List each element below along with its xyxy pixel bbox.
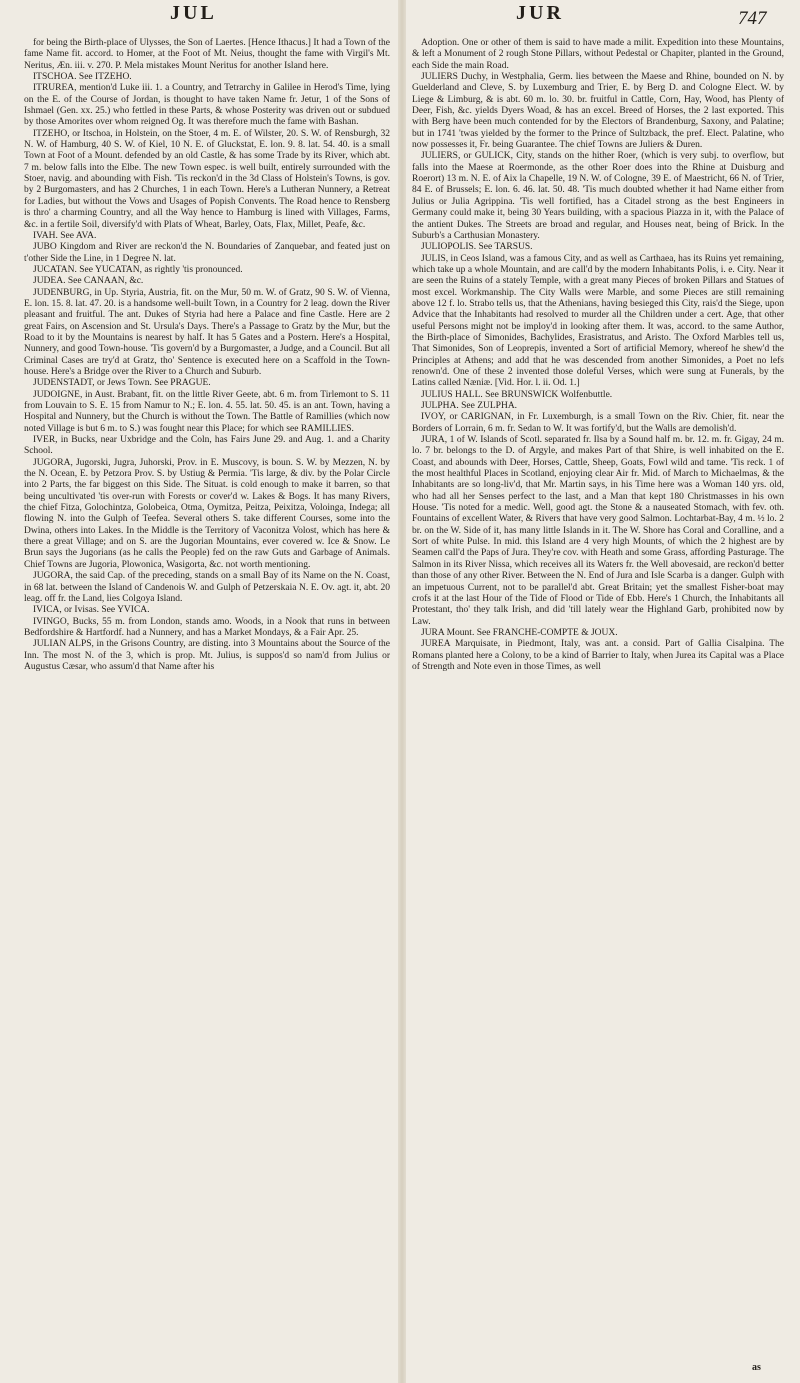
entry: JULIUS HALL. See BRUNSWICK Wolfenbuttle. bbox=[421, 389, 613, 400]
entry: JULIERS, or GULICK, City, stands on the hither Roer, (which is very subj. to overflow, but falls into the Maese at Roermonde, as the other Roer does into the Rhine at Duisburg and Roerort) 13 m. N. E. of Aix la Chapelle, 19 N. W. of Cologne, 39 E. of Maestricht, 66 N. of Trier, 84 E. of Brussels; E. lon. 6. 46. lat. 50. 48. 'Tis much doubted whether it had Name either from Julius or Julia Agrippina. 'Tis well fortified, has a Citadel strong as the best Engineers in Germany could make it, being 30 Years building, with a spacious Piazza in it, with the Palace of the antient Dukes. The Streets are broad and regular, and Houses neat, being of Brick. In the Suburb's a Carthusian Monastery. bbox=[412, 151, 784, 241]
entry: ITRUREA, mention'd Luke iii. 1. a Country, and Tetrarchy in Galilee in Herod's Time, lying on the E. of the Course of Jordan, is thought to have taken Name fr. Jetur, 1 of the Sons of Ishmael (Gen. xx. 25.) who fettled in these Parts, & whose Posterity was driven out or subdued by those Amorites over whom reigned Og. It was therefore much the fame with Bashan. bbox=[24, 83, 390, 128]
page-number: 747 bbox=[738, 8, 767, 29]
catchword: as bbox=[752, 1362, 761, 1373]
entry: JUDENBURG, in Up. Styria, Austria, fit. on the Mur, 50 m. W. of Gratz, 90 S. W. of Vienna, E. lon. 15. 8. lat. 47. 20. is a handsome well-built Town, in a Country for 2 leag. down the River pleasant and fruitful. The ant. Dukes of Styria had here a Palace and fine Castle. Here are 2 great Fairs, on Ascension and St. Ursula's Days. There's a Passage to Gratz by the Mur, but the Road to it by the Mountains is nearest by half. It has 5 Gates and a Postern. Here's a Hospital, Nunnery, and good Town-house. 'Tis govern'd by a Burgomaster, a Judge, and a Council. But all Criminal Cases are try'd at Gratz, tho' Sentence is executed here on a Scaffold in the Town-house. Here's a Bridge over the River to a Church and Suburb. bbox=[24, 287, 390, 377]
entry: JUGORA, Jugorski, Jugra, Juhorski, Prov. in E. Muscovy, is boun. S. W. by Mezzen, N. by the N. Ocean, E. by Petzora Prov. S. by Ustiug & Permia. 'Tis large, & div. by the Polar Circle into 2 Parts, the far biggest on this Side. The Situat. is cold enough to make it barren, so that being uncultivated 'tis over-run with Forests or cover'd w. Lakes & Bogs. It has many Rivers, the chief Fitza, Golochintza, Golobeica, Otma, Oymitza, Peitza, Peixitza, Voloinga, Indega; all flowing N. into the Gulph of Teefea. Several others S. take different Courses, some into the Dwina, others into Lakes. In the Middle is the Territory of Vaconitza Volost, which has here & there a great Village; and on S. are the Jugorian Mountains, ever covered w. Ice & Snow. Le Brun says the Jugorians (as he calls the People) fed on the raw Guts and Garbage of Animals. Chief Towns are Jugoria, Plowonica, Wasigorta, &c. not worth mentioning. bbox=[24, 457, 390, 570]
entry: Adoption. One or other of them is said to have made a milit. Expedition into these Mountains, & left a Monument of 2 rough Stone Pillars, without Pedestal or Chapiter, planted in the Ground, each Side the main Road. bbox=[412, 38, 784, 71]
entry: JURA Mount. See FRANCHE-COMPTE & JOUX. bbox=[421, 627, 618, 638]
entry: JULIOPOLIS. See TARSUS. bbox=[421, 242, 533, 253]
entry: JULIAN ALPS, in the Grisons Country, are disting. into 3 Mountains about the Source of the Inn. The most N. of the 3, which is prop. Mt. Julius, is suppos'd so nam'd from Julius or Augustus Cæsar, who assum'd that Name after his bbox=[24, 639, 390, 672]
entry: JUDOIGNE, in Aust. Brabant, fit. on the little River Geete, abt. 6 m. from Tirlemont to S. 11 from Louvain to S. E. 15 from Namur to N.; E. lon. 4. 55. lat. 50. 45. is an ant. Town, having a Hospital and Nunnery, but the Church is without the Town. The Battle of Ramillies (which now noted Village is but 6 m. to S.) was fought near this Place; for which see RAMILLIES. bbox=[24, 389, 390, 434]
entry: IVINGO, Bucks, 55 m. from London, stands amo. Woods, in a Nook that runs in between Bedfordshire & Hartfordf. had a Nunnery, and has a Market Mondays, & a Fair Apr. 25. bbox=[24, 616, 390, 638]
entry: JURA, 1 of W. Islands of Scotl. separated fr. Ilsa by a Sound half m. br. 12. m. fr. Gigay, 24 m. lo. 7 br. belongs to the D. of Argyle, and makes Part of that Shire, is well inhabited on the E. Coast, and abounds with Deer, Horses, Cattle, Sheep, Goats, Fowl wild and tame. 'Tis reck. 1 of the most healthful Places in Scotland, enjoying clear Air fr. Mid. of March to Michaelmas, & the Inhabitants are so long-liv'd, that Mr. Martin says, in his Time here was a Woman 140 yrs. old, who had all her Senses perfect to the last, and a Man that kept 180 Christmasses in his own House. 'Tis noted for a medic. Well, good agt. the Stone & a nauseated Stomach, with fev. oth. Fountains of excellent Water, & Rivers that have very good Salmon. Lochtarbat-Bay, 4 m. ½ lo. 2 br. on the W. Side of it, has many little Islands in it. The W. Shore has Coral and Coralline, and a Sort of white Pulse. In mid. this Island are 4 very high Mounts, of which the 2 highest are by Seamen call'd the Paps of Jura. They're cov. with Heath and some Grass, affording Pasturage. The Salmon in its River Nissa, which receives all its Waters fr. the Well abovesaid, are reckon'd better than those of any other River. Between the N. End of Jura and Isle Scarba is a danger. Gulph with an impetuous Current, not to be parallel'd abt. Great Britain; yet the smallest Fisher-boat may crofs it at the last Hour of the Tide of Flood or Tide of Ebb. Here's 1 Church, the Inhabitants all Protestant, tho' they talk Irish, and did 'till lately wear the Highland Garb, prohibited now by Law. bbox=[412, 435, 784, 627]
entry: JULIS, in Ceos Island, was a famous City, and as well as Carthaea, has its Ruins yet remaining, which take up a whole Mountain, and are call'd by the modern Inhabitants Polis, i. e. City. Near it are seen the Ruins of a stately Temple, with a great many Pieces of broken Pillars and Statues of most excel. Workmanship. The City Walls were Marble, and some Pieces are still remaining above 12 f. lo. Strabo tells us, that the Athenians, having besieged this City, rais'd the Siege, upon Advice that the Inhabitants had resolved to murder all the Children under a cert. Age, that other useful Persons might not be imploy'd in looking after them. It was, accord. to the same Author, the Birth-place of Simonides, Bachylides, Erasistratus, and Aristo. The Oxford Marbles tell us, That Simonides, Son of Leoprepis, invented a Sort of artificial Memory, whereof he shew'd the Principles at Athens; and add that he was descended from another Simonides, a Poet no lefs renown'd. One of these 2 invented those doleful Verses, which were sung at Funerals, by the Latins called Næniæ. [Vid. Hor. l. ii. Od. 1.] bbox=[412, 253, 784, 389]
entry: ITZEHO, or Itschoa, in Holstein, on the Stoer, 4 m. E. of Wilster, 20. S. W. of Rensburgh, 32 N. W. of Hamburg, 40 S. W. of Kiel, 10 N. E. of Gluckstat, E. lon. 9. 8. lat. 54. 40. is a small Town at Foot of a Mount. defended by an old Castle, & has some Trade by its River, which abt. 7 m. below falls into the Elbe. The new Town espec. is well built, entirely surrounded with the Stoer, navig. and abounding with Fish. 'Tis reckon'd in the 3d Class of Holstein's Towns, is gov. by 2 Burgomasters, and has 2 Churches, 1 in each Town. Here's a Lutheran Nunnery, a Retreat for Ladies, but without the Vows and Usages of Popish Convents. The Road hence to Rensberg is thro' a charming Country, and all the Way hence to Hamburg is lined with Villages, Farms, &c. in a fertile Soil, diversify'd with Plats of Wheat, Barley, Oats, Flax, Millet, Peafe, &c. bbox=[24, 128, 390, 230]
entry: IVER, in Bucks, near Uxbridge and the Coln, has Fairs June 29. and Aug. 1. and a Charity School. bbox=[24, 435, 390, 457]
left-column bbox=[24, 38, 390, 1378]
right-column bbox=[412, 38, 784, 1378]
running-head-left: JUL bbox=[170, 2, 217, 24]
entry: IVICA, or Ivisas. See YVICA. bbox=[33, 605, 150, 616]
entry: JUDENSTADT, or Jews Town. See PRAGUE. bbox=[33, 378, 211, 389]
entry: JUCATAN. See YUCATAN, as rightly 'tis pronounced. bbox=[33, 264, 243, 275]
running-head-right: JUR bbox=[516, 2, 564, 24]
entry: JUBO Kingdom and River are reckon'd the N. Boundaries of Zanquebar, and feated just on t'other Side the Line, in 1 Degree N. lat. bbox=[24, 242, 390, 264]
entry: JULPHA. See ZULPHA. bbox=[421, 401, 518, 411]
entry: for being the Birth-place of Ulysses, the Son of Laertes. [Hence Ithacus.] It had a Town of the fame Name fit. accord. to Homer, at the Foot of Mt. Neius, thought the fame with Virgil's Mt. Neritus, Æn. iii. v. 270. P. Mela mistakes Mount Neritus for another Island here. bbox=[24, 38, 390, 71]
entry: IVOY, or CARIGNAN, in Fr. Luxemburgh, is a small Town on the Riv. Chier, fit. near the Borders of Lorrain, 6 m. fr. Sedan to W. It was fortify'd, but the Walls are demolish'd. bbox=[412, 412, 784, 434]
entry: ITSCHOA. See ITZEHO. bbox=[33, 72, 132, 83]
entry: JUDEA. See CANAAN, &c. bbox=[33, 276, 144, 287]
entry: IVAH. See AVA. bbox=[33, 230, 97, 241]
column-gutter bbox=[398, 0, 406, 1383]
entry: JUREA Marquisate, in Piedmont, Italy, was ant. a consid. Part of Gallia Cisalpina. The Romans planted here a Colony, to be a kind of Barrier to Italy, when Jurea its Capital was a Place of Strength and Note even in those Times, as well bbox=[412, 639, 784, 672]
entry: JUGORA, the said Cap. of the preceding, stands on a small Bay of its Name on the N. Coast, in 68 lat. between the Island of Candenois W. and Gulph of Petzerskaia N. E. Ov. agt. it, abt. 20 leag. off fr. the Land, lies Colgoya Island. bbox=[24, 571, 390, 604]
entry: JULIERS Duchy, in Westphalia, Germ. lies between the Maese and Rhine, bounded on N. by Guelderland and Cleve, S. by Luxemburg and Trier, E. by Berg D. and Cologne Elect. W. by Liege & Limburg, & is abt. 60 m. lo. 30. br. fruitful in Cattle, Corn, Hay, Wood, has Plenty of Deer, Fish, &c. yields Dyers Woad, & has an excel. Breed of Horses, the 2 last exported. This with Berg have been much contended for by the Electors of Brandenburg, Saxony, and Palatine; but in 1741 'twas yielded by the former to the Prince of Sultzback, the pref. Elect. Palatine, who now possesses it, Fr. being Guarantee. The chief Towns are Juliers & Duren. bbox=[412, 72, 784, 151]
